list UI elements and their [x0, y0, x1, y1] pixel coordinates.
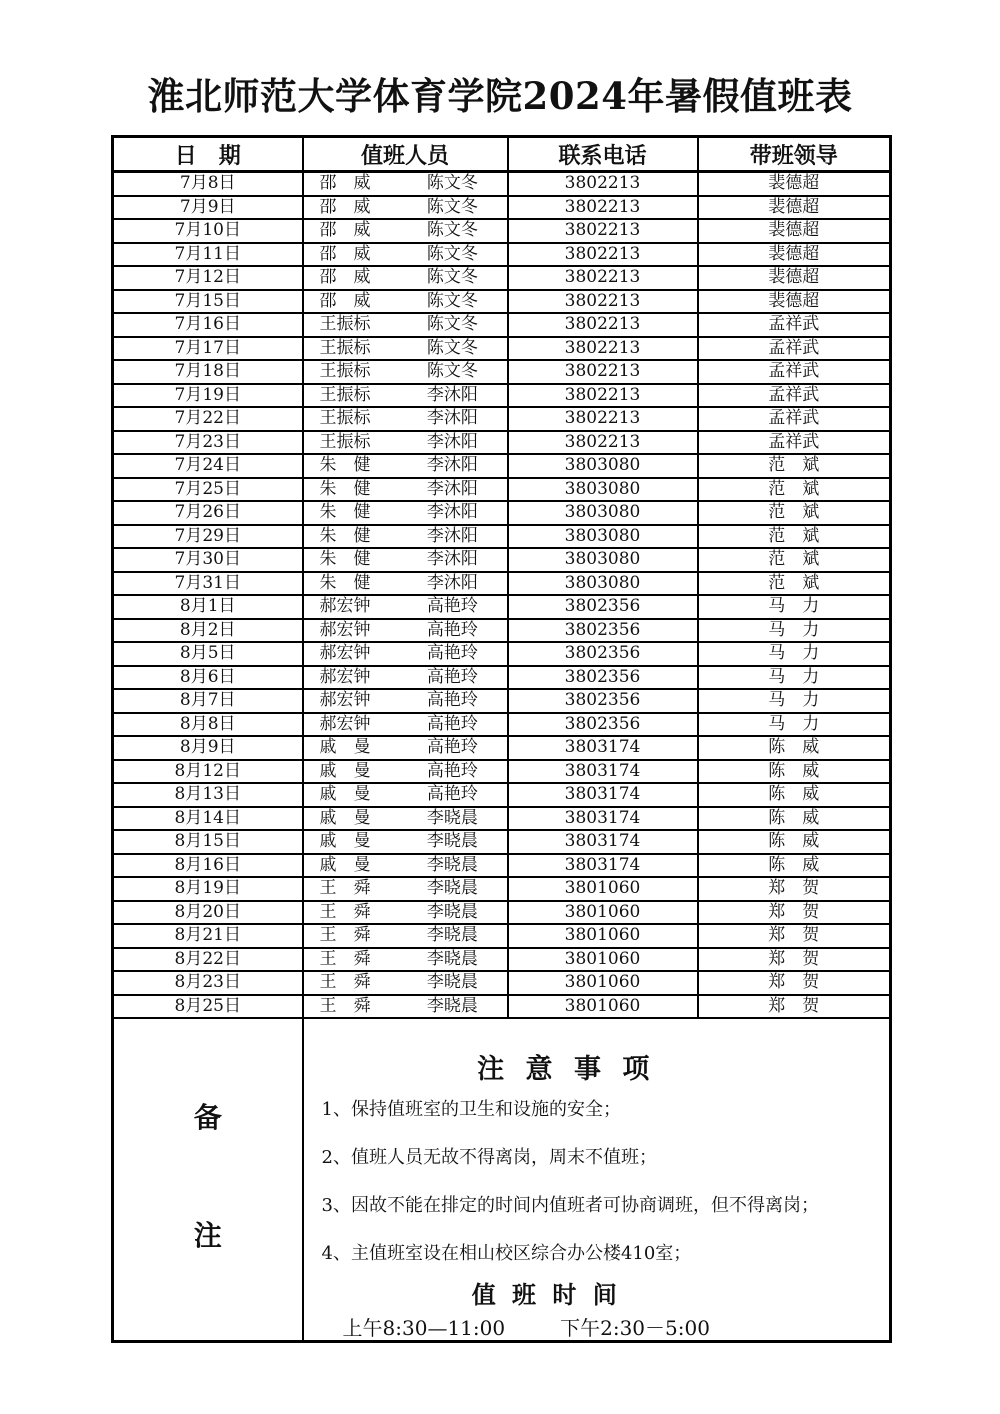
date-cell: 8月8日	[113, 713, 303, 737]
staff-cell	[303, 525, 508, 549]
staff-cell	[303, 478, 508, 502]
date-cell: 7月22日	[113, 407, 303, 431]
phone-cell: 3803080	[508, 501, 698, 525]
staff-cell	[303, 666, 508, 690]
staff-cell	[303, 619, 508, 643]
leader-cell: 范 斌	[698, 454, 891, 478]
phone-cell: 3802213	[508, 243, 698, 267]
staff-name-2: 高艳玲	[426, 596, 478, 616]
staff-name-2: 李晓晨	[426, 948, 478, 969]
table-row	[113, 478, 891, 502]
staff-name-2: 高艳玲	[426, 760, 478, 781]
staff-name-1: 朱 健	[319, 478, 371, 499]
phone-cell: 3803080	[508, 478, 698, 502]
table-row	[113, 501, 891, 525]
staff-name-1: 戚 曼	[319, 854, 371, 875]
date-cell: 7月26日	[113, 501, 303, 525]
staff-name-2: 李沐阳	[426, 478, 478, 499]
staff-name-1: 朱 健	[319, 525, 371, 546]
staff-name-2: 高艳玲	[426, 713, 478, 734]
phone-cell: 3801060	[508, 948, 698, 972]
duty-time-line	[304, 1316, 750, 1340]
leader-cell: 孟祥武	[698, 407, 891, 431]
table-header	[113, 137, 891, 172]
table-row	[113, 760, 891, 784]
staff-cell	[303, 290, 508, 314]
staff-name-2: 李沐阳	[426, 549, 478, 569]
table-row	[113, 807, 891, 831]
leader-cell: 郑 贺	[698, 924, 891, 948]
phone-cell: 3802213	[508, 431, 698, 455]
table-row	[113, 384, 891, 408]
leader-cell: 裴德超	[698, 290, 891, 314]
table-row	[113, 971, 891, 995]
phone-cell: 3803174	[508, 736, 698, 760]
date-cell: 8月1日	[113, 595, 303, 619]
date-cell: 8月6日	[113, 666, 303, 690]
staff-cell	[303, 807, 508, 831]
table-row	[113, 995, 891, 1019]
staff-name-2: 李晓晨	[426, 831, 478, 851]
phone-cell: 3802356	[508, 666, 698, 690]
date-cell: 7月10日	[113, 219, 303, 243]
table-row	[113, 431, 891, 455]
phone-cell: 3802213	[508, 266, 698, 290]
staff-cell	[303, 689, 508, 713]
staff-name-2: 李沐阳	[426, 525, 478, 546]
leader-cell: 孟祥武	[698, 313, 891, 337]
staff-name-1: 戚 曼	[319, 831, 371, 851]
date-cell: 8月12日	[113, 760, 303, 784]
date-cell: 8月20日	[113, 901, 303, 925]
staff-cell	[303, 431, 508, 455]
date-cell: 7月19日	[113, 384, 303, 408]
header-date: 日 期	[113, 137, 303, 172]
staff-name-1: 邵 威	[319, 196, 371, 217]
staff-name-2: 陈文冬	[426, 290, 478, 311]
table-row	[113, 783, 891, 807]
table-row	[113, 454, 891, 478]
phone-cell: 3802213	[508, 384, 698, 408]
staff-cell	[303, 196, 508, 220]
staff-name-2: 陈文冬	[426, 196, 478, 217]
table-row	[113, 619, 891, 643]
staff-name-1: 郝宏钟	[319, 666, 371, 687]
table-row	[113, 360, 891, 384]
staff-name-1: 王 舜	[319, 925, 371, 945]
staff-cell	[303, 854, 508, 878]
remarks-label-cell	[113, 1018, 303, 1342]
leader-cell: 陈 威	[698, 854, 891, 878]
staff-cell	[303, 995, 508, 1019]
staff-cell	[303, 971, 508, 995]
leader-cell: 孟祥武	[698, 384, 891, 408]
phone-cell: 3802356	[508, 689, 698, 713]
staff-name-1: 王 舜	[319, 995, 371, 1016]
header-row	[113, 137, 891, 172]
table-row	[113, 196, 891, 220]
staff-name-1: 郝宏钟	[319, 690, 371, 710]
staff-name-2: 李沐阳	[426, 384, 478, 405]
staff-name-2: 陈文冬	[426, 173, 478, 193]
staff-cell	[303, 924, 508, 948]
leader-cell: 马 力	[698, 689, 891, 713]
staff-cell	[303, 642, 508, 666]
date-cell: 7月18日	[113, 360, 303, 384]
date-cell: 8月9日	[113, 736, 303, 760]
staff-name-1: 郝宏钟	[319, 643, 371, 663]
table-row	[113, 924, 891, 948]
staff-name-1: 王振标	[319, 431, 371, 452]
table-row	[113, 689, 891, 713]
date-cell: 8月14日	[113, 807, 303, 831]
phone-cell: 3802213	[508, 172, 698, 196]
duty-time-morning: 上午8:30—11:00	[342, 1316, 506, 1340]
staff-name-1: 朱 健	[319, 549, 371, 569]
staff-name-2: 高艳玲	[426, 643, 478, 663]
phone-cell: 3801060	[508, 901, 698, 925]
staff-name-1: 郝宏钟	[319, 619, 371, 640]
notice-title: 注 意 事 项	[477, 1054, 656, 1085]
table-row	[113, 548, 891, 572]
phone-cell: 3803080	[508, 572, 698, 596]
staff-name-1: 王振标	[319, 384, 371, 405]
notice-item: 2、值班人员无故不得离岗，周末不值班；	[321, 1147, 657, 1168]
phone-cell: 3801060	[508, 877, 698, 901]
staff-name-2: 李沐阳	[426, 408, 478, 428]
phone-cell: 3801060	[508, 971, 698, 995]
table-row	[113, 572, 891, 596]
staff-name-2: 李沐阳	[426, 431, 478, 452]
staff-cell	[303, 407, 508, 431]
date-cell: 8月25日	[113, 995, 303, 1019]
date-cell: 8月19日	[113, 877, 303, 901]
table-row	[113, 713, 891, 737]
notice-item: 3、因故不能在排定的时间内值班者可协商调班，但不得离岗；	[321, 1195, 819, 1216]
leader-cell: 郑 贺	[698, 948, 891, 972]
table-row	[113, 666, 891, 690]
phone-cell: 3803080	[508, 548, 698, 572]
leader-cell: 郑 贺	[698, 901, 891, 925]
table-row	[113, 266, 891, 290]
staff-name-2: 高艳玲	[426, 784, 478, 804]
staff-cell	[303, 830, 508, 854]
leader-cell: 范 斌	[698, 478, 891, 502]
remarks-label	[114, 1019, 302, 1252]
leader-cell: 裴德超	[698, 172, 891, 196]
leader-cell: 裴德超	[698, 219, 891, 243]
staff-name-1: 戚 曼	[319, 737, 371, 757]
staff-name-1: 戚 曼	[319, 760, 371, 781]
table-row	[113, 290, 891, 314]
leader-cell: 郑 贺	[698, 971, 891, 995]
staff-cell	[303, 172, 508, 196]
staff-name-1: 王 舜	[319, 972, 371, 992]
table-row	[113, 948, 891, 972]
phone-cell: 3802213	[508, 337, 698, 361]
date-cell: 8月21日	[113, 924, 303, 948]
date-cell: 7月11日	[113, 243, 303, 267]
table-row	[113, 407, 891, 431]
phone-cell: 3802213	[508, 219, 698, 243]
leader-cell: 郑 贺	[698, 877, 891, 901]
date-cell: 7月8日	[113, 172, 303, 196]
staff-name-1: 王 舜	[319, 901, 371, 922]
date-cell: 7月25日	[113, 478, 303, 502]
phone-cell: 3803080	[508, 525, 698, 549]
staff-name-2: 李沐阳	[426, 502, 478, 522]
leader-cell: 裴德超	[698, 266, 891, 290]
leader-cell: 陈 威	[698, 830, 891, 854]
leader-cell: 裴德超	[698, 243, 891, 267]
staff-cell	[303, 783, 508, 807]
table-row	[113, 736, 891, 760]
date-cell: 8月13日	[113, 783, 303, 807]
leader-cell: 孟祥武	[698, 337, 891, 361]
date-cell: 8月2日	[113, 619, 303, 643]
header-staff: 值班人员	[303, 137, 508, 172]
phone-cell: 3802213	[508, 313, 698, 337]
duty-roster-table	[111, 135, 892, 1343]
staff-name-2: 高艳玲	[426, 619, 478, 640]
date-cell: 8月16日	[113, 854, 303, 878]
table-row	[113, 337, 891, 361]
staff-name-2: 李晓晨	[426, 854, 478, 875]
phone-cell: 3801060	[508, 924, 698, 948]
staff-name-2: 李晓晨	[426, 878, 478, 898]
leader-cell: 范 斌	[698, 525, 891, 549]
leader-cell: 马 力	[698, 666, 891, 690]
header-leader: 带班领导	[698, 137, 891, 172]
remarks-label-bottom: 注	[193, 1218, 222, 1252]
table-body	[113, 172, 891, 1019]
staff-cell	[303, 948, 508, 972]
date-cell: 7月30日	[113, 548, 303, 572]
staff-cell	[303, 501, 508, 525]
staff-name-1: 王振标	[319, 337, 371, 358]
phone-cell: 3802213	[508, 407, 698, 431]
staff-name-1: 郝宏钟	[319, 713, 371, 734]
leader-cell: 陈 威	[698, 807, 891, 831]
staff-cell	[303, 713, 508, 737]
leader-cell: 裴德超	[698, 196, 891, 220]
notice-item: 1、保持值班室的卫生和设施的安全；	[321, 1099, 621, 1120]
table-row	[113, 854, 891, 878]
date-cell: 8月15日	[113, 830, 303, 854]
leader-cell: 范 斌	[698, 548, 891, 572]
remarks-section	[113, 1018, 891, 1342]
staff-name-1: 戚 曼	[319, 807, 371, 828]
phone-cell: 3803174	[508, 854, 698, 878]
date-cell: 7月23日	[113, 431, 303, 455]
staff-name-2: 李晓晨	[426, 972, 478, 992]
date-cell: 7月29日	[113, 525, 303, 549]
table-row	[113, 219, 891, 243]
leader-cell: 郑 贺	[698, 995, 891, 1019]
date-cell: 7月31日	[113, 572, 303, 596]
leader-cell: 马 力	[698, 642, 891, 666]
staff-name-2: 陈文冬	[426, 361, 478, 381]
notice-item: 4、主值班室设在相山校区综合办公楼410室；	[321, 1243, 692, 1264]
leader-cell: 范 斌	[698, 572, 891, 596]
leader-cell: 马 力	[698, 713, 891, 737]
staff-cell	[303, 219, 508, 243]
leader-cell: 孟祥武	[698, 360, 891, 384]
staff-name-2: 陈文冬	[426, 243, 478, 264]
staff-cell	[303, 736, 508, 760]
staff-name-2: 李晓晨	[426, 995, 478, 1016]
staff-name-1: 朱 健	[319, 502, 371, 522]
phone-cell: 3801060	[508, 995, 698, 1019]
table-row	[113, 595, 891, 619]
staff-name-2: 陈文冬	[426, 220, 478, 240]
phone-cell: 3802213	[508, 196, 698, 220]
staff-cell	[303, 266, 508, 290]
leader-cell: 马 力	[698, 595, 891, 619]
leader-cell: 马 力	[698, 619, 891, 643]
staff-name-1: 邵 威	[319, 290, 371, 311]
staff-cell	[303, 901, 508, 925]
phone-cell: 3803174	[508, 830, 698, 854]
date-cell: 8月5日	[113, 642, 303, 666]
staff-name-1: 王振标	[319, 361, 371, 381]
staff-cell	[303, 454, 508, 478]
phone-cell: 3802213	[508, 290, 698, 314]
staff-name-1: 邵 威	[319, 220, 371, 240]
leader-cell: 陈 威	[698, 783, 891, 807]
staff-name-2: 陈文冬	[426, 314, 478, 334]
staff-cell	[303, 360, 508, 384]
staff-name-2: 高艳玲	[426, 737, 478, 757]
staff-name-2: 李晓晨	[426, 901, 478, 922]
remarks-label-top: 备	[193, 1101, 222, 1134]
staff-cell	[303, 760, 508, 784]
leader-cell: 孟祥武	[698, 431, 891, 455]
phone-cell: 3802356	[508, 595, 698, 619]
staff-name-1: 王振标	[319, 314, 371, 334]
staff-name-1: 王振标	[319, 408, 371, 428]
date-cell: 8月23日	[113, 971, 303, 995]
date-cell: 7月12日	[113, 266, 303, 290]
staff-name-2: 高艳玲	[426, 690, 478, 710]
staff-cell	[303, 548, 508, 572]
phone-cell: 3802356	[508, 619, 698, 643]
remarks-row	[113, 1018, 891, 1342]
phone-cell: 3802356	[508, 642, 698, 666]
staff-name-1: 王 舜	[319, 948, 371, 969]
staff-name-1: 朱 健	[319, 455, 371, 475]
table-row	[113, 313, 891, 337]
table-row	[113, 901, 891, 925]
staff-name-1: 戚 曼	[319, 784, 371, 804]
leader-cell: 陈 威	[698, 760, 891, 784]
staff-name-2: 李沐阳	[426, 572, 478, 593]
phone-cell: 3803080	[508, 454, 698, 478]
date-cell: 7月9日	[113, 196, 303, 220]
date-cell: 7月24日	[113, 454, 303, 478]
staff-cell	[303, 572, 508, 596]
staff-name-2: 高艳玲	[426, 666, 478, 687]
staff-name-1: 朱 健	[319, 572, 371, 593]
notice-items	[304, 1099, 890, 1265]
date-cell: 7月15日	[113, 290, 303, 314]
phone-cell: 3802213	[508, 360, 698, 384]
duty-time-title: 值 班 时 间	[471, 1280, 621, 1309]
staff-cell	[303, 877, 508, 901]
staff-cell	[303, 243, 508, 267]
staff-name-1: 王 舜	[319, 878, 371, 898]
date-cell: 7月16日	[113, 313, 303, 337]
staff-cell	[303, 337, 508, 361]
leader-cell: 陈 威	[698, 736, 891, 760]
phone-cell: 3803174	[508, 760, 698, 784]
table-row	[113, 830, 891, 854]
phone-cell: 3802356	[508, 713, 698, 737]
staff-name-2: 李晓晨	[426, 925, 478, 945]
page-title: 淮北师范大学体育学院2024年暑假值班表	[147, 74, 853, 118]
staff-name-1: 邵 威	[319, 173, 371, 193]
duty-time-afternoon: 下午2:30－5:00	[560, 1316, 710, 1340]
table-row	[113, 243, 891, 267]
staff-name-2: 陈文冬	[426, 337, 478, 358]
table-row	[113, 642, 891, 666]
staff-name-1: 邵 威	[319, 267, 371, 287]
staff-name-2: 陈文冬	[426, 267, 478, 287]
phone-cell: 3803174	[508, 783, 698, 807]
date-cell: 8月7日	[113, 689, 303, 713]
header-phone: 联系电话	[508, 137, 698, 172]
leader-cell: 范 斌	[698, 501, 891, 525]
phone-cell: 3803174	[508, 807, 698, 831]
staff-name-2: 李沐阳	[426, 455, 478, 475]
date-cell: 7月17日	[113, 337, 303, 361]
staff-cell	[303, 595, 508, 619]
staff-cell	[303, 384, 508, 408]
table-row	[113, 172, 891, 196]
table-row	[113, 877, 891, 901]
staff-cell	[303, 313, 508, 337]
remarks-content-cell	[303, 1018, 891, 1342]
staff-name-1: 郝宏钟	[319, 596, 371, 616]
staff-name-2: 李晓晨	[426, 807, 478, 828]
date-cell: 8月22日	[113, 948, 303, 972]
staff-name-1: 邵 威	[319, 243, 371, 264]
table-row	[113, 525, 891, 549]
